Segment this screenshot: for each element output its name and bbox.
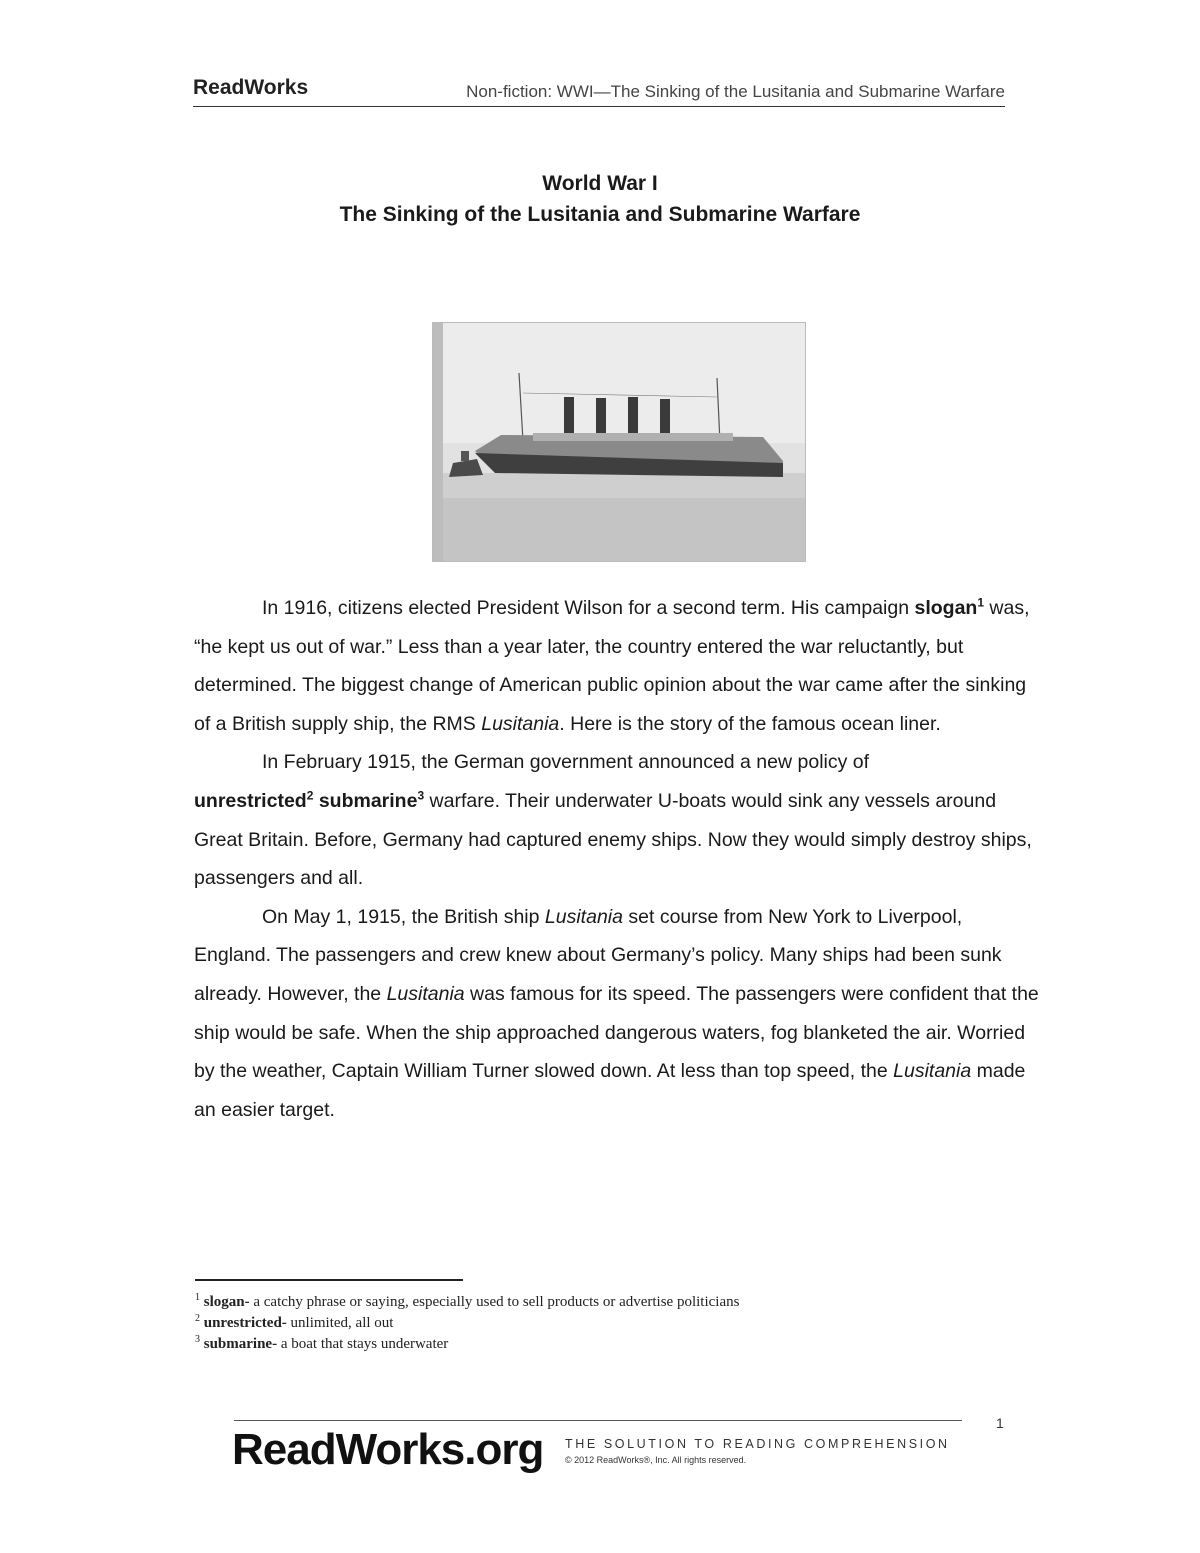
ship-name: Lusitania xyxy=(386,982,465,1005)
footer-logo: ReadWorks.org xyxy=(232,1425,544,1474)
vocab-term-slogan: slogan xyxy=(914,597,978,619)
footnote-1 xyxy=(195,1292,1015,1313)
page-header xyxy=(193,76,1005,107)
footnote-term: unrestricted- xyxy=(203,1315,287,1331)
paragraph-text: was, “he kept us out of war.” Less than a year later, the country entered the war reluctantly, but determined. The biggest change of American public opinion about the war came after the sinking of a British supply ship, the RMS xyxy=(194,597,1030,735)
footnote-term: submarine- xyxy=(203,1336,278,1352)
paragraph-2 xyxy=(194,743,1044,897)
footnote-term: slogan- xyxy=(203,1294,250,1310)
footnote-ref-2: 2 xyxy=(306,788,314,803)
footer-divider xyxy=(234,1420,962,1421)
paragraph-text: In 1916, citizens elected President Wilson for a second term. His campaign xyxy=(262,597,915,619)
paragraph-text: warfare. Their underwater U-boats would sink any vessels around Great Britain. Before, Germany had captured enemy ships. Now they would simply destroy ships, passengers and all. xyxy=(194,789,1032,890)
page-number: 1 xyxy=(996,1415,1004,1431)
ship-name: Lusitania xyxy=(893,1060,972,1083)
footnotes xyxy=(195,1292,1015,1355)
footer-tagline: THE SOLUTION TO READING COMPREHENSION xyxy=(565,1437,950,1451)
footnote-number: 1 xyxy=(195,1292,200,1303)
paragraph-text: . Here is the story of the famous ocean liner. xyxy=(559,712,941,735)
footnote-definition: a catchy phrase or saying, especially used to sell products or advertise politicians xyxy=(249,1294,740,1310)
vocab-term-submarine: submarine xyxy=(318,789,418,812)
ship-name: Lusitania xyxy=(544,905,623,928)
footnote-number: 3 xyxy=(195,1334,200,1345)
paragraph-1 xyxy=(194,589,1044,743)
footnote-divider xyxy=(195,1279,463,1281)
paragraph-text: In February 1915, the German government announced a new policy of xyxy=(262,751,870,774)
footnote-number: 2 xyxy=(195,1313,200,1324)
paragraph-text: On May 1, 1915, the British ship xyxy=(262,905,545,928)
footnote-3 xyxy=(195,1334,1015,1355)
footnote-definition: a boat that stays underwater xyxy=(277,1336,449,1352)
footnote-ref-1: 1 xyxy=(977,595,985,610)
vocab-term-unrestricted: unrestricted xyxy=(194,789,307,812)
paragraph-text: was famous for its speed. The passengers were confident that the ship would be safe. When the ship approached dangerous waters, fog blanketed the air. Worried by the weather, Captain William Turner slowed down. At less than top speed, the xyxy=(194,982,1039,1083)
ship-name: Lusitania xyxy=(481,712,560,735)
article-body xyxy=(194,589,1044,1129)
footer-copyright: © 2012 ReadWorks®, Inc. All rights reserved. xyxy=(565,1455,747,1465)
paragraph-text: set course from New York to Liverpool, England. The passengers and crew knew about Germany’s policy. Many ships had been sunk already. However, the xyxy=(194,905,1002,1005)
header-subtitle: Non-fiction: WWI—The Sinking of the Lusitania and Submarine Warfare xyxy=(466,82,1005,101)
footnote-ref-3: 3 xyxy=(417,788,425,803)
ocean-liner-photo xyxy=(432,322,806,562)
document-title: World War I xyxy=(542,172,658,195)
paragraph-3 xyxy=(194,898,1044,1130)
paragraph-text: made an easier target. xyxy=(194,1060,1026,1121)
header-brand: ReadWorks xyxy=(193,76,309,99)
footnote-2 xyxy=(195,1313,1015,1334)
document-subtitle: The Sinking of the Lusitania and Submarine Warfare xyxy=(339,203,861,226)
ship-image-icon xyxy=(433,323,805,561)
footnote-definition: unlimited, all out xyxy=(286,1315,394,1331)
